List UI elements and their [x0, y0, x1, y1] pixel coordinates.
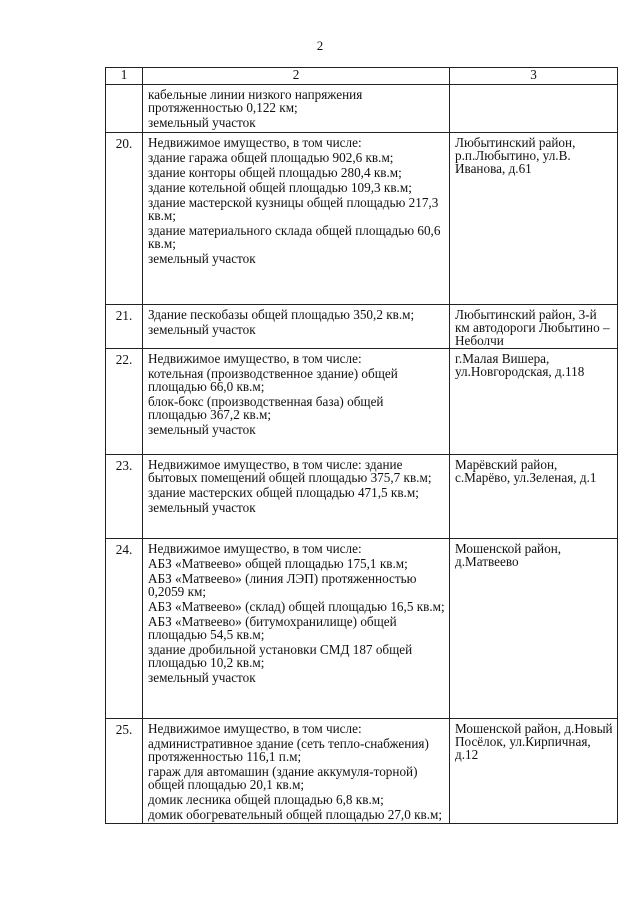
property-item: котельная (производственное здание) общей площадью 66,0 кв.м; — [148, 366, 398, 394]
property-item: здание мастерской кузницы общей площадью 217,3 кв.м; — [148, 195, 439, 223]
property-item: Недвижимое имущество, в том числе: — [148, 721, 362, 736]
row-number: 24. — [106, 539, 143, 719]
property-description — [143, 133, 450, 305]
property-item: Здание пескобазы общей площадью 350,2 кв.м; — [148, 307, 415, 322]
property-item: здание материального склада общей площадью 60,6 кв.м; — [148, 223, 441, 251]
property-item: Недвижимое имущество, в том числе: — [148, 541, 362, 556]
table-row — [106, 349, 618, 455]
property-description — [143, 719, 450, 824]
property-item: земельный участок — [148, 500, 256, 515]
row-number: 21. — [106, 305, 143, 349]
property-item: Недвижимое имущество, в том числе: — [148, 351, 362, 366]
table-row — [106, 719, 618, 824]
property-item: кабельные линии низкого напряжения протяженностью 0,122 км; — [148, 87, 363, 115]
table-row — [106, 305, 618, 349]
property-item: блок-бокс (производственная база) общей площадью 367,2 кв.м; — [148, 394, 384, 422]
property-item: земельный участок — [148, 422, 256, 437]
property-item: здание котельной общей площадью 109,3 кв.м; — [148, 180, 412, 195]
property-item: здание мастерских общей площадью 471,5 кв.м; — [148, 485, 419, 500]
property-item: АБЗ «Матвеево» (линия ЛЭП) протяженностью 0,2059 км; — [148, 571, 417, 599]
property-item: здание гаража общей площадью 902,6 кв.м; — [148, 150, 394, 165]
row-number: 23. — [106, 455, 143, 539]
property-item: земельный участок — [148, 251, 256, 266]
property-item: земельный участок — [148, 115, 256, 130]
row-number: 22. — [106, 349, 143, 455]
property-address: Любытинский район, 3-й км автодороги Любытино – Неболчи — [450, 305, 618, 349]
property-item: гараж для автомашин (здание аккумуля-торной) общей площадью 20,1 кв.м; — [148, 764, 418, 792]
property-address: Марёвский район, с.Марёво, ул.Зеленая, д.1 — [450, 455, 618, 539]
property-item: АБЗ «Матвеево» (склад) общей площадью 16,5 кв.м; — [148, 599, 445, 614]
property-item: земельный участок — [148, 322, 256, 337]
property-item: Недвижимое имущество, в том числе: — [148, 135, 362, 150]
row-number: 25. — [106, 719, 143, 824]
property-description — [143, 349, 450, 455]
table-row — [106, 85, 618, 133]
property-item: домик обогревательный общей площадью 27,0 кв.м; — [148, 807, 443, 822]
property-address: Мошенской район, д.Матвеево — [450, 539, 618, 719]
row-number: 20. — [106, 133, 143, 305]
property-item: домик лесника общей площадью 6,8 кв.м; — [148, 792, 384, 807]
property-address: г.Малая Вишера, ул.Новгородская, д.118 — [450, 349, 618, 455]
table-row — [106, 133, 618, 305]
property-address: Мошенской район, д.Новый Посёлок, ул.Кирпичная, д.12 — [450, 719, 618, 824]
property-description — [143, 85, 450, 133]
property-item: Недвижимое имущество, в том числе: здание бытовых помещений общей площадью 375,7 кв.м; — [148, 457, 432, 485]
property-item: здание конторы общей площадью 280,4 кв.м; — [148, 165, 402, 180]
property-item: АБЗ «Матвеево» (битумохранилище) общей площадью 54,5 кв.м; — [148, 614, 397, 642]
property-address — [450, 85, 618, 133]
property-item: земельный участок — [148, 670, 256, 685]
property-description — [143, 305, 450, 349]
page-number: 2 — [316, 38, 324, 53]
table-row — [106, 539, 618, 719]
header-col-1: 1 — [106, 68, 143, 85]
property-table — [105, 67, 618, 824]
property-item: административное здание (сеть тепло-снабжения) протяженностью 116,1 п.м; — [148, 736, 429, 764]
property-description — [143, 455, 450, 539]
header-col-3: 3 — [450, 68, 618, 85]
property-address: Любытинский район, р.п.Любытино, ул.В. Иванова, д.61 — [450, 133, 618, 305]
property-item: АБЗ «Матвеево» общей площадью 175,1 кв.м; — [148, 556, 408, 571]
header-col-2: 2 — [143, 68, 450, 85]
row-number — [106, 85, 143, 133]
table-row — [106, 455, 618, 539]
table-header-row — [106, 68, 618, 85]
property-item: здание дробильной установки СМД 187 общей площадью 10,2 кв.м; — [148, 642, 413, 670]
property-description — [143, 539, 450, 719]
